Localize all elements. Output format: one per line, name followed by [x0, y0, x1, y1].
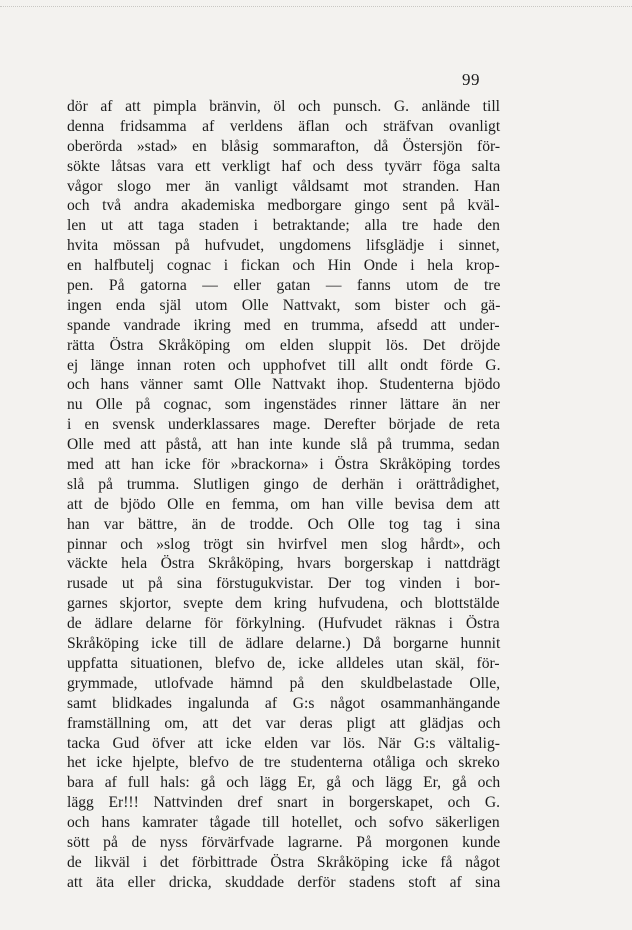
text-line: tacka Gud öfver att icke elden var lös. När G:s vältalig- [67, 734, 500, 752]
text-line: och hans vänner samt Olle Nattvakt ihop. Studenterna bjödo [67, 376, 501, 394]
text-line: nu Olle på cognac, som ingenstädes rinner lättare än ner [67, 396, 500, 414]
text-line: hvita mössan på hufvudet, ungdomens lifsglädje i sinnet, [67, 237, 500, 255]
text-line: och två andra akademiska medborgare gingo sent på kväl- [67, 197, 500, 215]
text-line: slå på trumma. Slutligen gingo de derhän i orättrådighet, [67, 475, 500, 493]
text-line: framställning om, att det var deras pligt att glädjas och [67, 714, 501, 732]
text-line: lägg Er!!! Nattvinden dref snart in borgerskapet, och G. [67, 794, 500, 812]
text-line: han var bättre, än de trodde. Och Olle tog tag i sina [67, 515, 501, 533]
text-line: med att han icke för »brackorna» i Östra Skråköping tordes [67, 456, 501, 474]
text-line: bara af full hals: gå och lägg Er, gå och lägg Er, gå och [67, 774, 501, 792]
text-line: att äta eller dricka, skuddade derför stadens stoft af sina [67, 873, 501, 891]
text-line: het icke hjelpte, blefvo de tre studenterna otåliga och skreko [67, 754, 500, 772]
text-line: ej länge innan roten och upphofvet till allt ondt förde G. [67, 356, 501, 374]
text-line: denna fridsamma af verldens äflan och sträfvan ovanligt [67, 117, 501, 135]
text-line: Olle med att påstå, att han inte kunde slå på trumma, sedan [67, 436, 500, 454]
text-line: en halfbutelj cognac i fickan och Hin Onde i hela krop- [67, 257, 500, 275]
text-line: oberörda »stad» en blåsig sommarafton, då Östersjön för- [67, 137, 501, 155]
text-line: vågor slogo mer än vanligt våldsamt mot stranden. Han [67, 177, 501, 195]
text-line: de likväl i det förbittrade Östra Skråköping icke få något [67, 853, 500, 871]
text-line: och hans kamrater tågade till hotellet, och sofvo säkerligen [67, 814, 500, 832]
text-line: att de bjödo Olle en femma, om han ville bevisa dem att [67, 495, 500, 513]
text-line: pen. På gatorna — eller gatan — fanns utom de tre [67, 277, 501, 295]
page-top-edge [0, 6, 632, 7]
text-line: rusade ut på sina förstugukvistar. Der tog vinden i bor- [67, 575, 500, 593]
text-line: ingen enda själ utom Olle Nattvakt, som bister och gä- [67, 296, 501, 314]
text-line: väckte hela Östra Skråköping, hvars borgerskap i nattdrägt [67, 555, 501, 573]
text-line: pinnar och »slog trögt sin hvirfvel men slog hårdt», och [67, 535, 501, 553]
text-line: garnes skjortor, svepte dem kring hufvudena, och blottstälde [67, 595, 500, 613]
text-line: grymmade, utlofvade hämnd på den skuldbelastade Olle, [67, 674, 501, 692]
text-line: sött på de nyss förvärfvade lagrarne. På morgonen kunde [67, 833, 501, 851]
text-line: sökte låtsas vara ett verkligt haf och dess tyvärr föga salta [67, 157, 501, 175]
page-number: 99 [462, 70, 480, 89]
text-line: samt blidkades ingalunda af G:s något osammanhängande [67, 694, 501, 712]
text-line: uppfatta situationen, blefvo de, icke alldeles utan skäl, för- [67, 654, 500, 672]
text-line: i en svensk underklassares mage. Derefter började de reta [67, 416, 500, 434]
text-line: de ädlare delarne för förkylning. (Hufvudet räknas i Östra [67, 615, 500, 633]
body-text [67, 97, 500, 893]
text-line: Skråköping icke till de ädlare delarne.) Då borgarne hunnit [67, 635, 501, 653]
text-line: len ut att taga staden i betraktande; alla tre hade den [67, 217, 500, 235]
text-line: rätta Östra Skråköping om elden sluppit lös. Det dröjde [67, 336, 501, 354]
text-line: dör af att pimpla bränvin, öl och punsch. G. anlände till [67, 98, 501, 115]
text-line: spande vandrade ikring med en trumma, afsedd att under- [67, 316, 500, 334]
